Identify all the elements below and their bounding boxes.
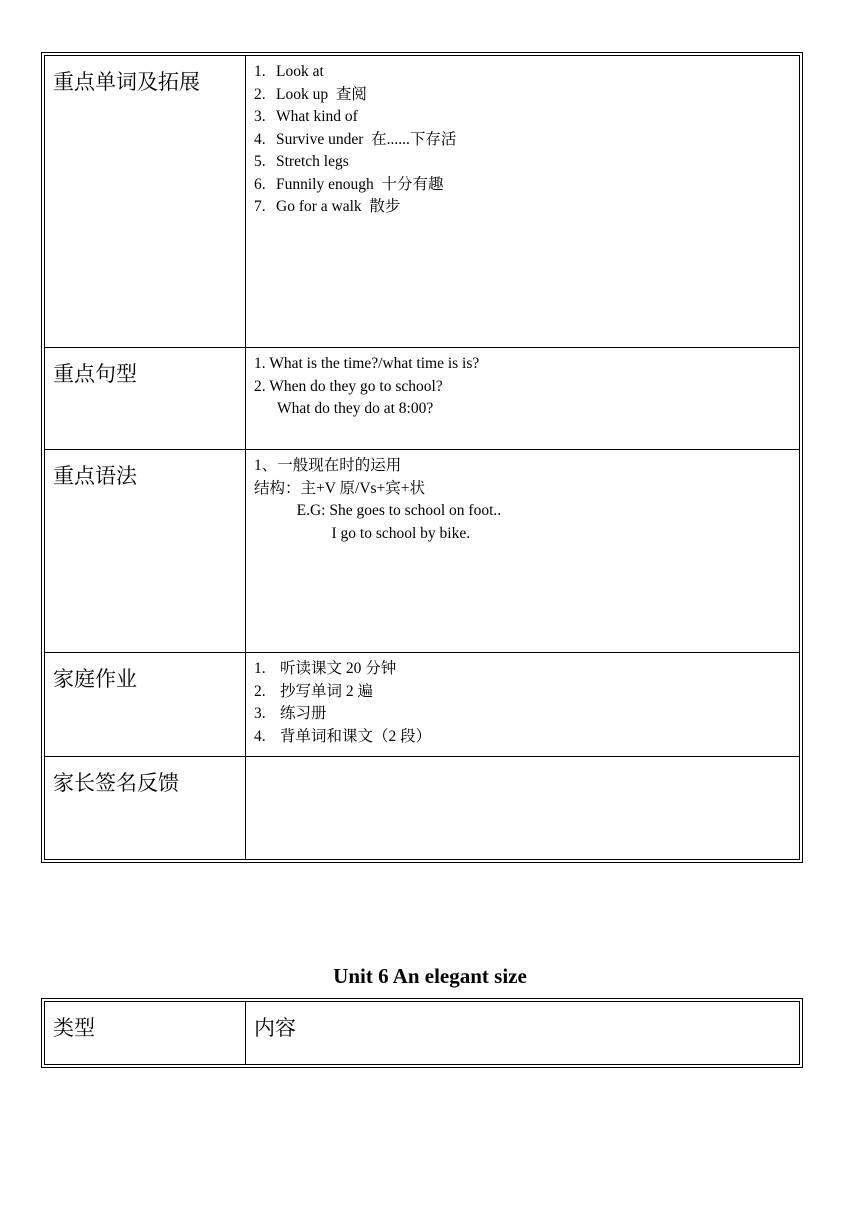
feedback-cell [246, 757, 799, 859]
list-item: 5. Stretch legs [254, 153, 349, 170]
list-item: 3. What kind of [254, 108, 358, 125]
list-item: 2. Look up 查阅 [254, 85, 367, 103]
list-item: 6. Funnily enough 十分有趣 [254, 175, 444, 193]
sentence-list [246, 348, 799, 449]
unit-table [41, 998, 803, 1068]
list-item: 结构：主+V 原/Vs+宾+状 [254, 479, 426, 497]
row-label: 重点句型 [45, 348, 246, 449]
header-content: 内容 [254, 1016, 296, 1040]
unit-title: Unit 6 An elegant size [333, 964, 527, 988]
table-row-grammar [45, 450, 799, 653]
list-item: 2. When do they go to school? [254, 377, 443, 395]
list-item: 1. 听读课文 20 分钟 [254, 660, 397, 677]
list-item: 3. 练习册 [254, 705, 327, 722]
lesson-table [41, 52, 803, 863]
table-header-row [45, 1002, 799, 1064]
homework-list [246, 653, 799, 756]
row-label: 家庭作业 [45, 653, 246, 756]
list-item: E.G: She goes to school on foot.. [254, 502, 502, 519]
row-label: 重点单词及拓展 [45, 56, 246, 347]
list-item: 2. 抄写单词 2 遍 [254, 682, 374, 700]
table-row-parent-feedback [45, 757, 799, 859]
row-label: 重点语法 [45, 450, 246, 652]
header-type: 类型 [45, 1002, 246, 1064]
vocabulary-list [246, 56, 799, 347]
list-item: I go to school by bike. [254, 524, 471, 542]
list-item: 7. Go for a walk 散步 [254, 198, 401, 215]
row-label: 家长签名反馈 [45, 757, 246, 859]
grammar-notes [246, 450, 799, 652]
list-item: 1、一般现在时的运用 [254, 457, 402, 474]
list-item: 4. 背单词和课文（2 段） [254, 727, 432, 745]
list-item: 4. Survive under 在......下存活 [254, 130, 457, 148]
table-row-homework [45, 653, 799, 757]
list-item: What do they do at 8:00? [254, 400, 434, 417]
list-item: 1. What is the time?/what time is is? [254, 355, 480, 372]
table-row-vocabulary [45, 56, 799, 348]
list-item: 1. Look at [254, 63, 324, 80]
table-row-sentences [45, 348, 799, 450]
